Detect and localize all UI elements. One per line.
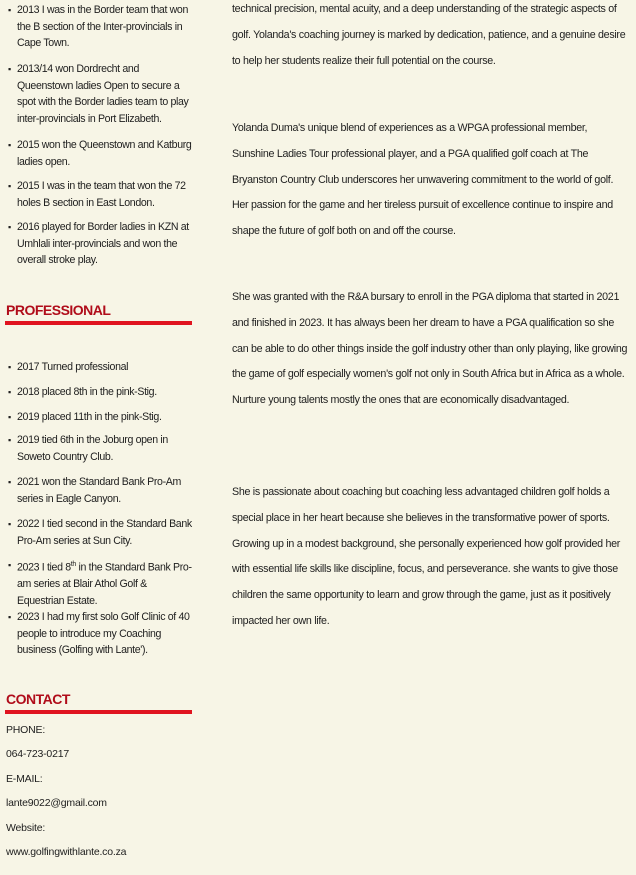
professional-item: ▪ 2019 placed 11th in the pink-Stig. (8, 409, 195, 426)
item-text-sup: th (70, 561, 76, 568)
amateur-item: ▪ 2015 won the Queenstown and Katburg ladies open. (8, 137, 195, 170)
professional-divider (5, 321, 192, 325)
professional-item-2023 (8, 557, 193, 609)
website-link[interactable]: www.golfingwithlante.co.za (6, 846, 127, 858)
sidebar (0, 0, 200, 875)
email-label: E-MAIL: (6, 773, 43, 785)
professional-item: ▪ 2017 Turned professional (8, 359, 195, 376)
email-link[interactable]: lante9022@gmail.com (6, 797, 107, 809)
bio-paragraph: Yolanda Duma's unique blend of experiences as a WPGA professional member, Sunshine Ladies Tour professional player, and a PGA qualified golf coach at The Bryanston Country Club underscores her unwavering commitment to the world of golf. Her passion for the game and her tireless pursuit of excellence continue to inspire and shape the future of golf both on and off the course. (232, 122, 614, 238)
phone-number[interactable]: 064-723-0217 (6, 748, 69, 760)
professional-item: ▪ 2021 won the Standard Bank Pro-Am series in Eagle Canyon. (8, 474, 195, 507)
amateur-item: ▪ 2013/14 won Dordrecht and Queenstown ladies Open to secure a spot with the Border ladies team to play inter-provincials in Port Elizabeth. (8, 61, 195, 127)
item-text-post: in the Standard Bank Pro-am series at Blair Athol Golf & Equestrian Estate. (17, 561, 192, 607)
professional-heading: PROFESSIONAL (6, 302, 111, 318)
bio-paragraph: She is passionate about coaching but coaching less advantaged children golf holds a special place in her heart because she believes in the transformative power of sports. Growing up in a modest background, she personally experienced how golf provided her with essential life skills like discipline, focus, and perseverance. she wants to give those children the same opportunity to learn and grow through the game, just as it positively impacted her own life. (232, 486, 621, 627)
website-label: Website: (6, 822, 46, 834)
amateur-item: ▪ 2015 I was in the team that won the 72 holes B section in East London. (8, 178, 195, 211)
professional-item: ▪ 2019 tied 6th in the Joburg open in Soweto Country Club. (8, 432, 195, 465)
item-text-pre: 2023 I tied 8 (17, 561, 71, 574)
professional-item-2023 (8, 609, 193, 659)
contact-heading: CONTACT (6, 691, 70, 707)
phone-label: PHONE: (6, 724, 46, 736)
amateur-item: ▪ 2013 I was in the Border team that won the B section of the Inter-provincials in Cape Town. (8, 2, 195, 52)
bio-paragraph: technical precision, mental acuity, and a deep understanding of the strategic aspects of golf. Yolanda's coaching journey is marked by dedication, patience, and a genuine desire to help her students realize their full potential on the course. (232, 3, 626, 67)
contact-divider (5, 710, 192, 714)
professional-item: ▪ 2022 I tied second in the Standard Bank Pro-Am series at Sun City. (8, 516, 195, 549)
professional-item: ▪ 2018 placed 8th in the pink-Stig. (8, 384, 195, 401)
amateur-item: ▪ 2016 played for Border ladies in KZN at Umhlali inter-provincials and won the overall stroke play. (8, 219, 195, 269)
bio-paragraph: She was granted with the R&A bursary to enroll in the PGA diploma that started in 2021 and finished in 2023. It has always been her dream to have a PGA qualification so she can be able to do other things inside the golf industry other than only playing, like growing the game of golf especially women's golf not only in South Africa but in Africa as a whole. Nurture young talents mostly the ones that are economically disadvantaged. (232, 291, 628, 407)
item-text-pre: 2023 I had my first solo Golf Clinic of 40 people to introduce my Coaching business (Golfing with Lante'). (17, 611, 190, 657)
